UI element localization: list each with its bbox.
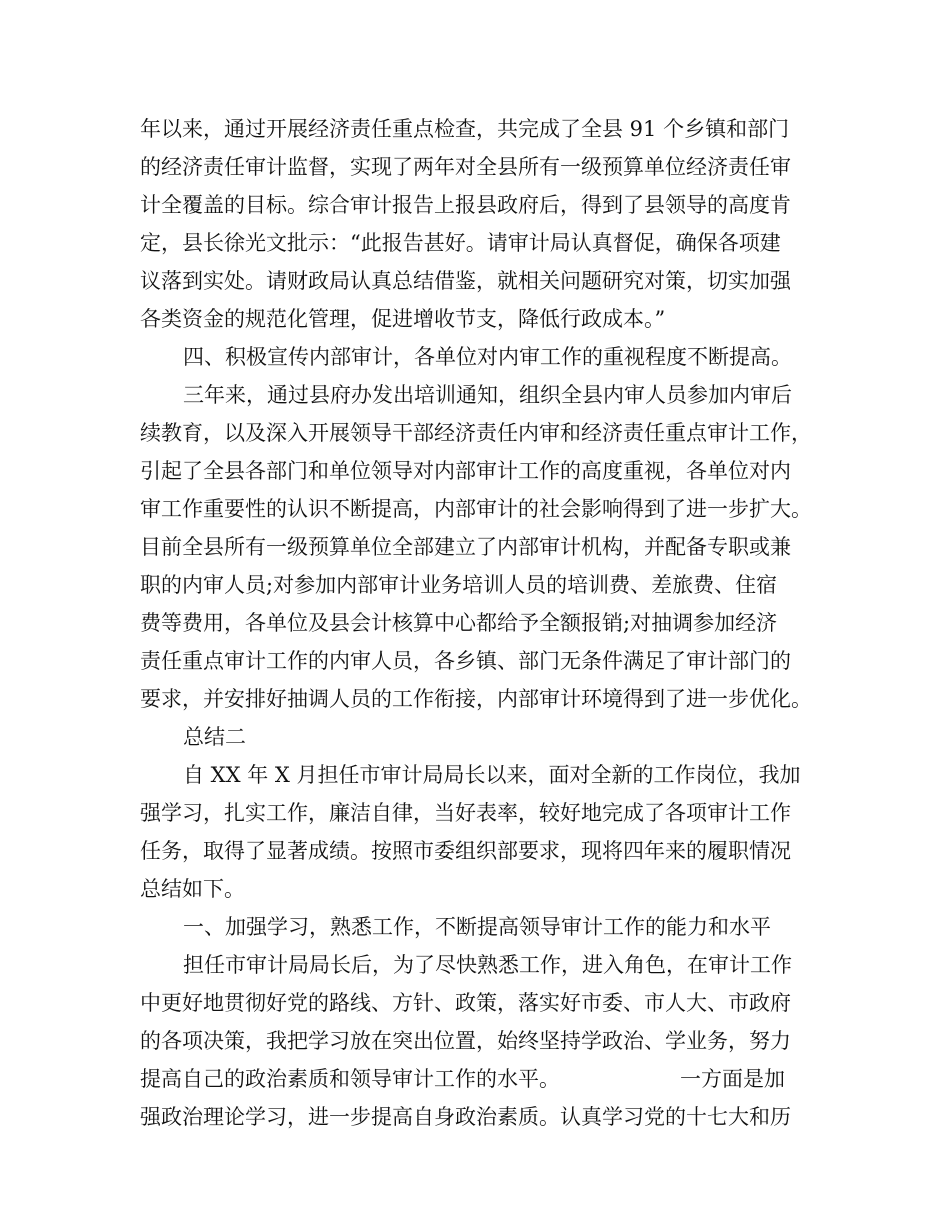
text-line: 责任重点审计工作的内审人员，各乡镇、部门无条件满足了审计部门的: [140, 649, 791, 673]
text-line: 担任市审计局局长后，为了尽快熟悉工作，进入角色，在审计工作: [183, 953, 792, 977]
text-line: 议落到实处。请财政局认真总结借鉴，就相关问题研究对策，切实加强: [140, 269, 791, 293]
section-heading: 四、积极宣传内部审计，各单位对内审工作的重视程度不断提高。: [183, 345, 792, 369]
document-body: [140, 110, 830, 1136]
text-line: 引起了全县各部门和单位领导对内部审计工作的高度重视，各单位对内: [140, 459, 791, 483]
text-line: 三年来，通过县府办发出培训通知，组织全县内审人员参加内审后: [183, 383, 792, 407]
text-line: 任务，取得了显著成绩。按照市委组织部要求，现将四年来的履职情况: [140, 839, 791, 863]
section-heading: 一、加强学习，熟悉工作，不断提高领导审计工作的能力和水平: [183, 915, 771, 939]
text-line: 的各项决策，我把学习放在突出位置，始终坚持学政治、学业务，努力: [140, 1029, 791, 1053]
text-line: 年以来，通过开展经济责任重点检查，共完成了全县 91 个乡镇和部门: [140, 117, 790, 141]
text-line: 的经济责任审计监督，实现了两年对全县所有一级预算单位经济责任审: [140, 155, 791, 179]
text-line: 总结如下。: [140, 877, 245, 901]
text-line: 续教育，以及深入开展领导干部经济责任内审和经济责任重点审计工作，: [140, 421, 812, 445]
text-line-right: 一方面是加: [680, 1067, 785, 1091]
text-line: 各类资金的规范化管理，促进增收节支，降低行政成本。”: [140, 307, 666, 331]
text-line: 强学习，扎实工作，廉洁自律，当好表率，较好地完成了各项审计工作: [140, 801, 791, 825]
text-line: 定，县长徐光文批示：“此报告甚好。请审计局认真督促，确保各项建: [140, 231, 781, 255]
text-line: 中更好地贯彻好党的路线、方针、政策，落实好市委、市人大、市政府: [140, 991, 791, 1015]
text-line: 费等费用，各单位及县会计核算中心都给予全额报销;对抽调参加经济: [140, 611, 778, 635]
text-line-split: [140, 1060, 830, 1098]
text-line: 强政治理论学习，进一步提高自身政治素质。认真学习党的十七大和历: [140, 1105, 791, 1129]
text-line: 审工作重要性的认识不断提高，内部审计的社会影响得到了进一步扩大。: [140, 497, 812, 521]
text-line: 计全覆盖的目标。综合审计报告上报县政府后，得到了县领导的高度肯: [140, 193, 791, 217]
text-line-left: 提高自己的政治素质和领导审计工作的水平。: [140, 1067, 560, 1091]
text-line: 要求，并安排好抽调人员的工作衔接，内部审计环境得到了进一步优化。: [140, 687, 812, 711]
text-line: 目前全县所有一级预算单位全部建立了内部审计机构，并配备专职或兼: [140, 535, 791, 559]
text-line: 自 XX 年 X 月担任市审计局局长以来，面对全新的工作岗位，我加: [183, 763, 801, 787]
section-title: 总结二: [183, 725, 246, 749]
text-line: 职的内审人员;对参加内部审计业务培训人员的培训费、差旅费、住宿: [140, 573, 778, 597]
